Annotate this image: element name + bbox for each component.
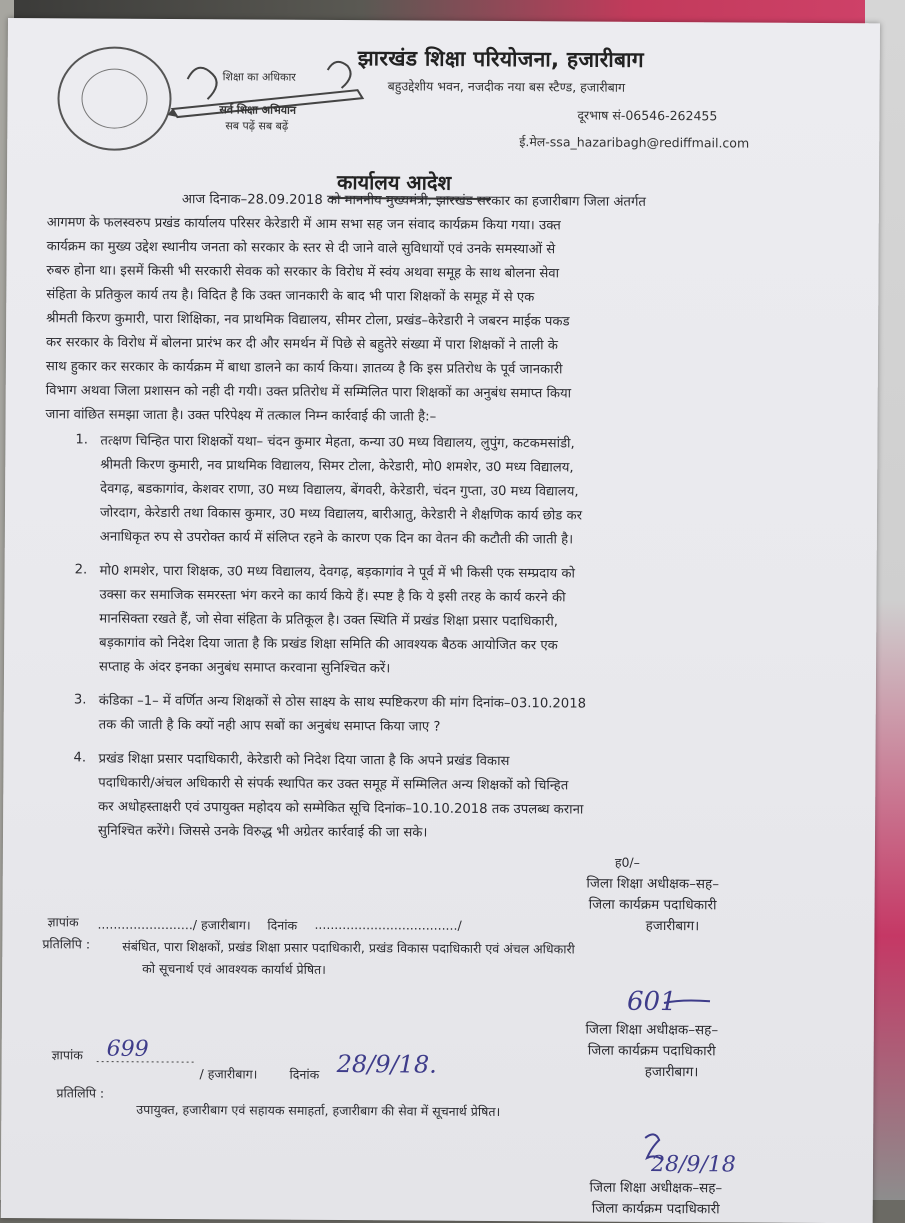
item-line: तत्क्षण चिन्हित पारा शिक्षकों यथा– चंदन कुमार मेहता, कन्या उ0 मध्य विद्यालय, लुपुंग, कटकमसांडी, (100, 433, 575, 452)
memo-place: / हजारीबाग। (199, 1066, 258, 1082)
intro-line: श्रीमती किरण कुमारी, पारा शिक्षिका, नव प्राथमिक विद्यालय, सीमर टोला, प्रखंड–केरेडारी ने जबरन माईक पकड (46, 311, 570, 330)
item-line: देवगढ़, बडकागांव, केशवर राणा, उ0 मध्य विद्यालय, बेंगवरी, केरेडारी, चंदन गुप्ता, उ0 मध्य विद्यालय, (100, 481, 579, 500)
handwritten-date: 28/9/18 (650, 1151, 736, 1178)
item-number: 3. (73, 692, 87, 708)
item-line: श्रीमती किरण कुमारी, नव प्राथमिक विद्यालय, सिमर टोला, केरेडारी, मो0 शमशेर, उ0 मध्य विद्यालय, (100, 457, 574, 476)
intro-line: आज दिनाक–28.09.2018 को माननीय मुख्यमंत्री, झारखंड सरकार का हजारीबाग जिला अंतर्गत (181, 192, 646, 210)
copy-line: उपायुक्त, हजारीबाग एवं सहायक समाहर्ता, हजारीबाग की सेवा में सूचनार्थ प्रेषित। (136, 1101, 501, 1120)
handwritten-stroke (662, 997, 712, 1007)
intro-line: रुबरु होना था। इसमें किसी भी सरकारी सेवक को सरकार के विरोध में स्वंय अथवा समूह के साथ बोलना सेवा (46, 263, 560, 282)
item-number: 1. (75, 432, 89, 448)
logo-tagline-2: सर्व शिक्षा अभियान (219, 103, 297, 117)
signed-mark: ह0/– (614, 854, 640, 870)
item-line: उक्सा कर समाजिक समरस्ता भंग करने का कार्य किये हैं। स्पष्ट है कि ये इसी तरह के कार्य करने की (99, 587, 566, 606)
intro-line: जाना वांछित समझा जाता है। उक्त परिपेक्ष्य में तत्काल निम्न कार्रवाई की जाती है:– (45, 407, 437, 425)
item-line: अनाधिकृत रुप से उपरोक्त कार्य में संलिप्त रहने के कारण एक दिन का वेतन की कटौती की जाती है। (99, 529, 574, 548)
intro-line: कर सरकार के विरोध में बोलना प्रारंभ कर दी और समर्थन में पिछे से बहुतेरे संख्या में पारा शिक्षकों ने ताली के (45, 335, 558, 354)
item-line: कंडिका –1– में वर्णित अन्य शिक्षकों से ठोस साक्ष्य के साथ स्पष्टिकरण की मांग दिनांक–03.10.2018 (98, 693, 587, 712)
signatory-place: हजारीबाग। (645, 917, 700, 935)
signatory-title: जिला शिक्षा अधीक्षक–सह– (585, 1021, 719, 1039)
date-label: दिनांक (267, 917, 298, 933)
item-line: सुनिश्चित करेंगे। जिससे उनके विरुद्ध भी अग्रेतर कार्रवाई की जा सके। (97, 823, 428, 841)
handwritten-date: 28/9/18. (336, 1050, 437, 1079)
copy-line: संबंधित, पारा शिक्षकों, प्रखंड शिक्षा प्रसार पदाधिकारी, प्रखंड विकास पदाधिकारी एवं अंचल अधिकारी (122, 938, 575, 957)
signatory-place: हजारीबाग। (644, 1063, 699, 1081)
item-line: मानसिक्ता रखते हैं, जो सेवा संहिता के प्रतिकूल है। उक्त स्थिति में प्रखंड शिक्षा प्रसार पदाधिकारी, (99, 611, 559, 630)
copy-line: को सूचनार्थ एवं आवश्यक कार्यार्थ प्रेषित। (142, 960, 327, 977)
signatory-title: जिला शिक्षा अधीक्षक–सह– (589, 1179, 723, 1197)
date-label: दिनांक (289, 1066, 320, 1082)
date-field: ..................................../ (314, 916, 462, 933)
page-title: कार्यालय आदेश (336, 170, 452, 195)
logo-tagline-3: सब पढ़ें सब बढ़ें (225, 119, 289, 133)
signatory-title: जिला कार्यक्रम पदाधिकारी (591, 1200, 720, 1218)
organization-name: झारखंड शिक्षा परियोजना, हजारीबाग (357, 46, 644, 72)
item-line: मो0 शमशेर, पारा शिक्षक, उ0 मध्य विद्यालय, देवगढ़, बड़कागांव ने पूर्व में भी किसी एक सम्प्रदाय को (99, 563, 575, 582)
item-line: जोरदाग, केरेडारी तथा विकास कुमार, उ0 मध्य विद्यालय, बारीआतु, केरेडारी ने शैक्षणिक कार्य छोड कर (99, 505, 583, 524)
item-number: 4. (73, 750, 87, 766)
signatory-title: जिला कार्यक्रम पदाधिकारी (587, 1042, 716, 1060)
intro-line: कार्यक्रम का मुख्य उद्देश स्थानीय जनता को सरकार के स्तर से दी जाने वाले सुविधायों एवं उनके समस्याओं से (46, 239, 556, 258)
handwritten-number: 601 (626, 986, 677, 1018)
item-line: पदाधिकारी/अंचल अधिकारी से संपर्क स्थापित कर उक्त समूह में सम्मिलित अन्य शिक्षकों को चिन्हित (98, 775, 569, 794)
organization-phone: दूरभाष सं-06546-262455 (577, 107, 718, 124)
signatory-title: जिला कार्यक्रम पदाधिकारी (588, 896, 717, 914)
item-line: कर अधोहस्ताक्षरी एवं उपायुक्त महोदय को सम्मेकित सूचि दिनांक–10.10.2018 तक उपलब्ध कराना (98, 799, 584, 818)
item-line: सप्ताह के अंदर इनका अनुबंध समाप्त करवाना सुनिश्चित करें। (98, 659, 391, 677)
dotted-line (97, 1059, 197, 1066)
copy-label: प्रतिलिपि : (42, 936, 91, 952)
item-line: तक की जाती है कि क्यों नही आप सबों का अनुबंध समाप्त किया जाए ? (98, 717, 441, 735)
memo-number-field: ......................../ हजारीबाग। (97, 916, 251, 933)
intro-line: विभाग अथवा जिला प्रशासन को नही दी गयी। उक्त प्रतिरोध में सम्मिलित पारा शिक्षकों का अनुबंध समाप्त किया (45, 383, 572, 402)
intro-line: संहिता के प्रतिकुल कार्य तय है। विदित है कि उक्त जानकारी के बाद भी पारा शिक्षकों के समूह में से एक (46, 287, 535, 306)
organization-address: बहुउद्देशीय भवन, नजदीक नया बस स्टैण्ड, हजारीबाग (387, 78, 626, 95)
document-page (1, 18, 880, 1223)
intro-line: आगमण के फलस्वरुप प्रखंड कार्यालय परिसर केरेडारी में आम सभा सह जन संवाद कार्यक्रम किया गया। उक्त (46, 215, 561, 234)
logo-tagline-1: शिक्षा का अधिकार (222, 70, 296, 84)
memo-label: ज्ञापांक (51, 1047, 83, 1063)
intro-line: साथ हुकार कर सरकार के कार्यक्रम में बाधा डालने का कार्य किया। ज्ञातव्य है कि इस प्रतिरोध के पूर्व जानकारी (45, 359, 563, 378)
handwritten-memo-number: 699 (106, 1036, 149, 1062)
organization-email: ई.मेल-ssa_hazaribagh@rediffmail.com (519, 134, 750, 151)
item-line: बड़कागांव को निदेश दिया जाता है कि प्रखंड शिक्षा समिति की आवश्यक बैठक आयोजित कर एक (99, 635, 558, 654)
signatory-title: जिला शिक्षा अधीक्षक–सह– (586, 875, 720, 893)
item-number: 2. (74, 562, 88, 578)
seal-logo (57, 46, 172, 151)
copy-label: प्रतिलिपि : (56, 1085, 105, 1101)
memo-label: ज्ञापांक (47, 914, 79, 930)
item-line: प्रखंड शिक्षा प्रसार पदाधिकारी, केरेडारी को निदेश दिया जाता है कि अपने प्रखंड विकास (98, 751, 510, 770)
seal-inner-ring (81, 68, 147, 128)
